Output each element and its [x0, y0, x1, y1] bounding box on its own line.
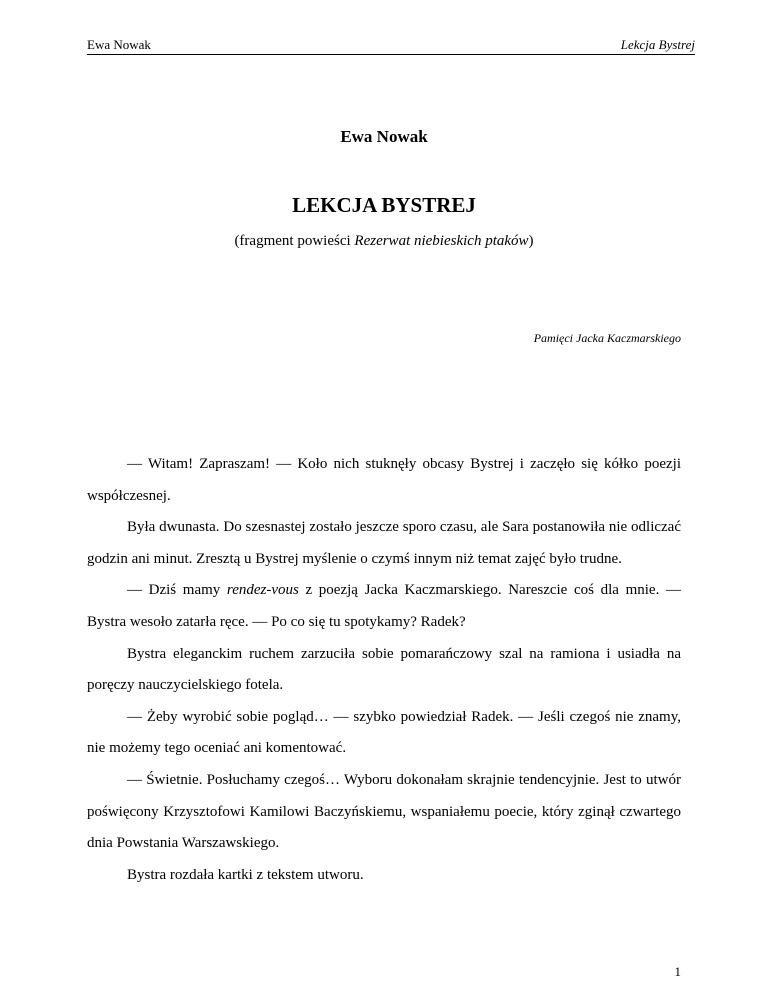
paragraph-3 [87, 575, 681, 638]
document-author: Ewa Nowak [340, 127, 428, 146]
paragraph-7: Bystra rozdała kartki z tekstem utworu. [127, 866, 364, 883]
subtitle-book-title: Rezerwat niebieskich ptaków [354, 233, 529, 249]
document-title: LEKCJA BYSTREJ [292, 193, 476, 217]
header-author: Ewa Nowak [87, 37, 151, 52]
document-subtitle [87, 233, 681, 250]
page-number: 1 [674, 964, 681, 979]
paragraph-5: — Żeby wyrobić sobie pogląd… — szybko powiedział Radek. — Jeśli czegoś nie znamy, nie możemy tego oceniać ani komentować. [87, 708, 681, 757]
body-text [87, 449, 681, 891]
paragraph-3-end: z poezją Jacka Kaczmarskiego. Nareszcie coś dla mnie. — Bystra wesoło zatarła ręce. — Po co się tu spotykamy? Radek? [87, 582, 681, 630]
paragraph-3-emphasis: rendez-vous [226, 582, 299, 599]
header-title: Lekcja Bystrej [620, 37, 695, 52]
page-header [87, 34, 695, 55]
dedication: Pamięci Jacka Kaczmarskiego [533, 331, 681, 345]
subtitle-prefix: (fragment powieści [234, 233, 355, 249]
subtitle-suffix: ) [528, 233, 534, 249]
paragraph-2: Była dwunasta. Do szesnastej zostało jeszcze sporo czasu, ale Sara postanowiła nie odliczać godzin ani minut. Zresztą u Bystrej myślenie o czymś innym niż temat zajęć było trudne. [87, 519, 681, 567]
paragraph-1: — Witam! Zapraszam! — Koło nich stuknęły obcasy Bystrej i zaczęło się kółko poezji współczesnej. [87, 456, 681, 504]
paragraph-6: — Świetnie. Posłuchamy czegoś… Wyboru dokonałam skrajnie tendencyjnie. Jest to utwór poświęcony Krzysztofowi Kamilowi Baczyńskiemu, wspaniałemu poecie, który zginął czwartego dnia Powstania Warszawskiego. [87, 771, 681, 852]
paragraph-4: Bystra eleganckim ruchem zarzuciła sobie pomarańczowy szal na ramiona i usiadła na poręczy nauczycielskiego fotela. [87, 645, 681, 694]
paragraph-3-start: — Dziś mamy [127, 582, 227, 599]
